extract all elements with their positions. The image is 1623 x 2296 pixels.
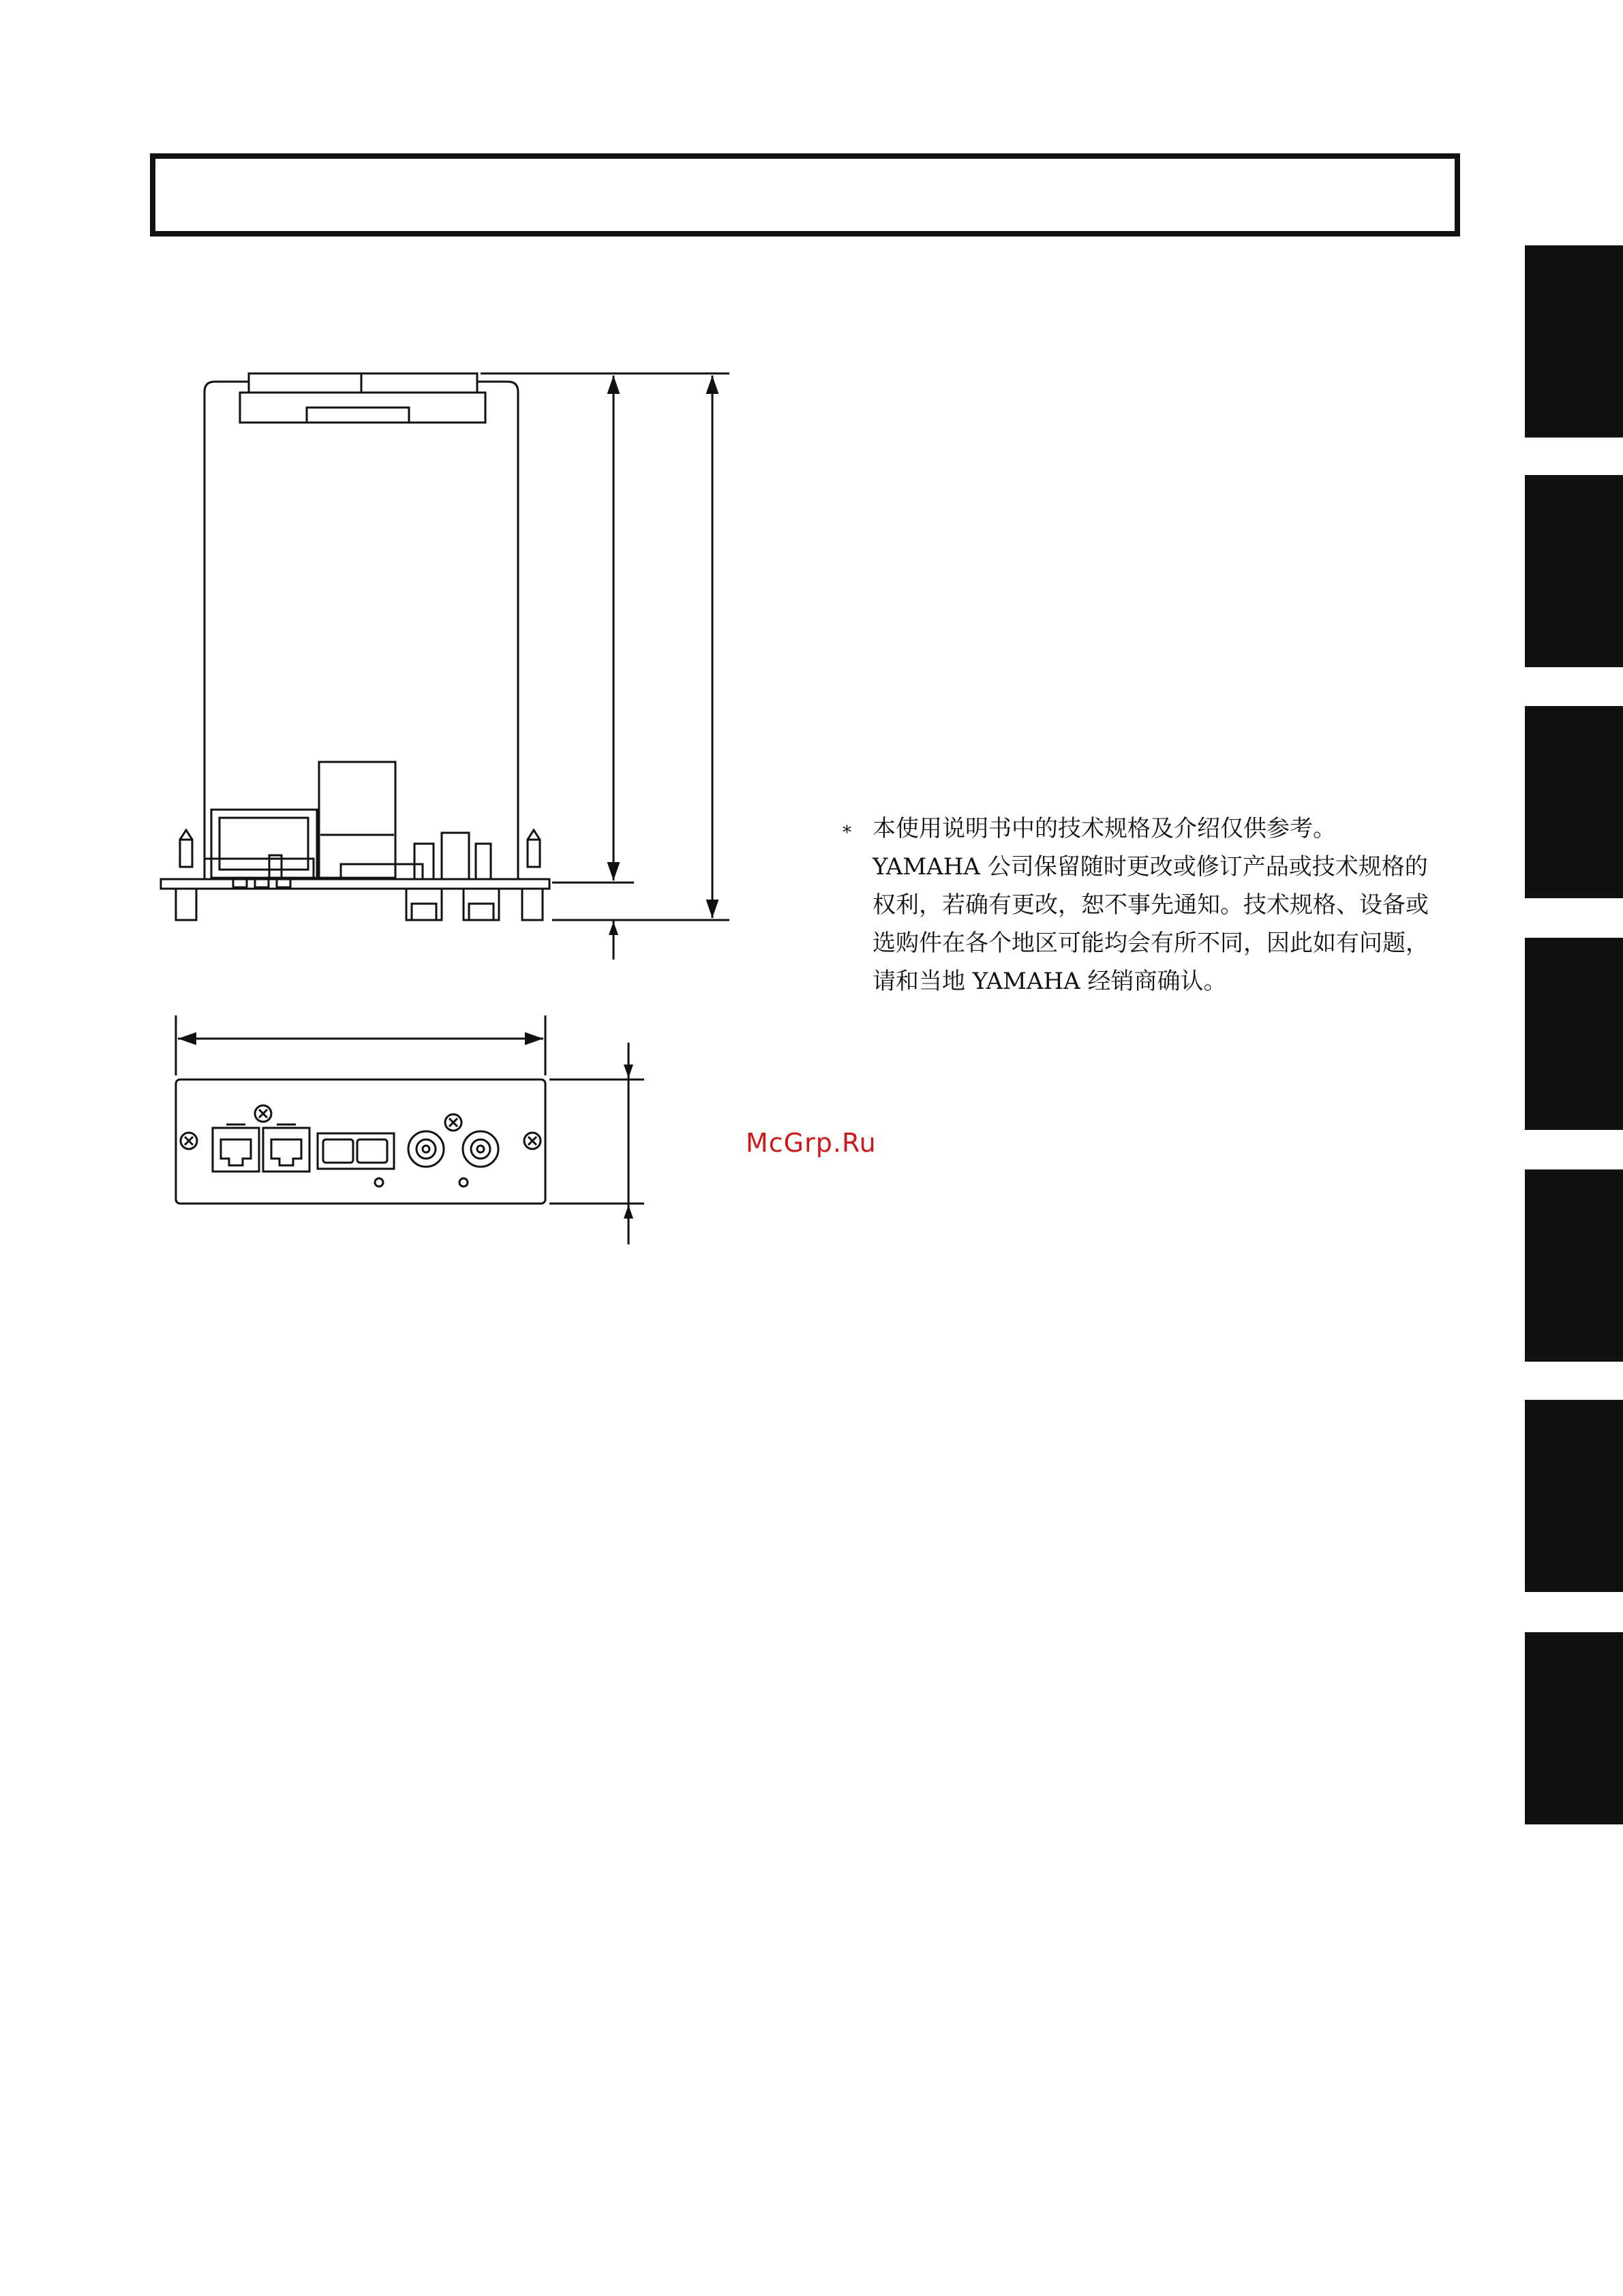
card-front-view — [176, 1015, 644, 1244]
note-line-4: 选购件在各个地区可能均会有所不同，因此如有问题， — [873, 930, 1429, 957]
specification-note — [843, 810, 1483, 1000]
note-line-5: 请和当地 YAMAHA 经销商确认。 — [873, 968, 1227, 995]
card-side-view — [161, 373, 729, 960]
note-bullet: * — [843, 823, 851, 843]
note-line-2: YAMAHA 公司保留随时更改或修订产品或技术规格的 — [873, 853, 1428, 881]
note-line-3: 权利，若确有更改，恕不事先通知。技术规格、设备或 — [873, 891, 1429, 919]
watermark-text: McGrp.Ru — [746, 1128, 877, 1158]
note-line-1: 本使用说明书中的技术规格及介绍仅供参考。 — [873, 815, 1336, 842]
